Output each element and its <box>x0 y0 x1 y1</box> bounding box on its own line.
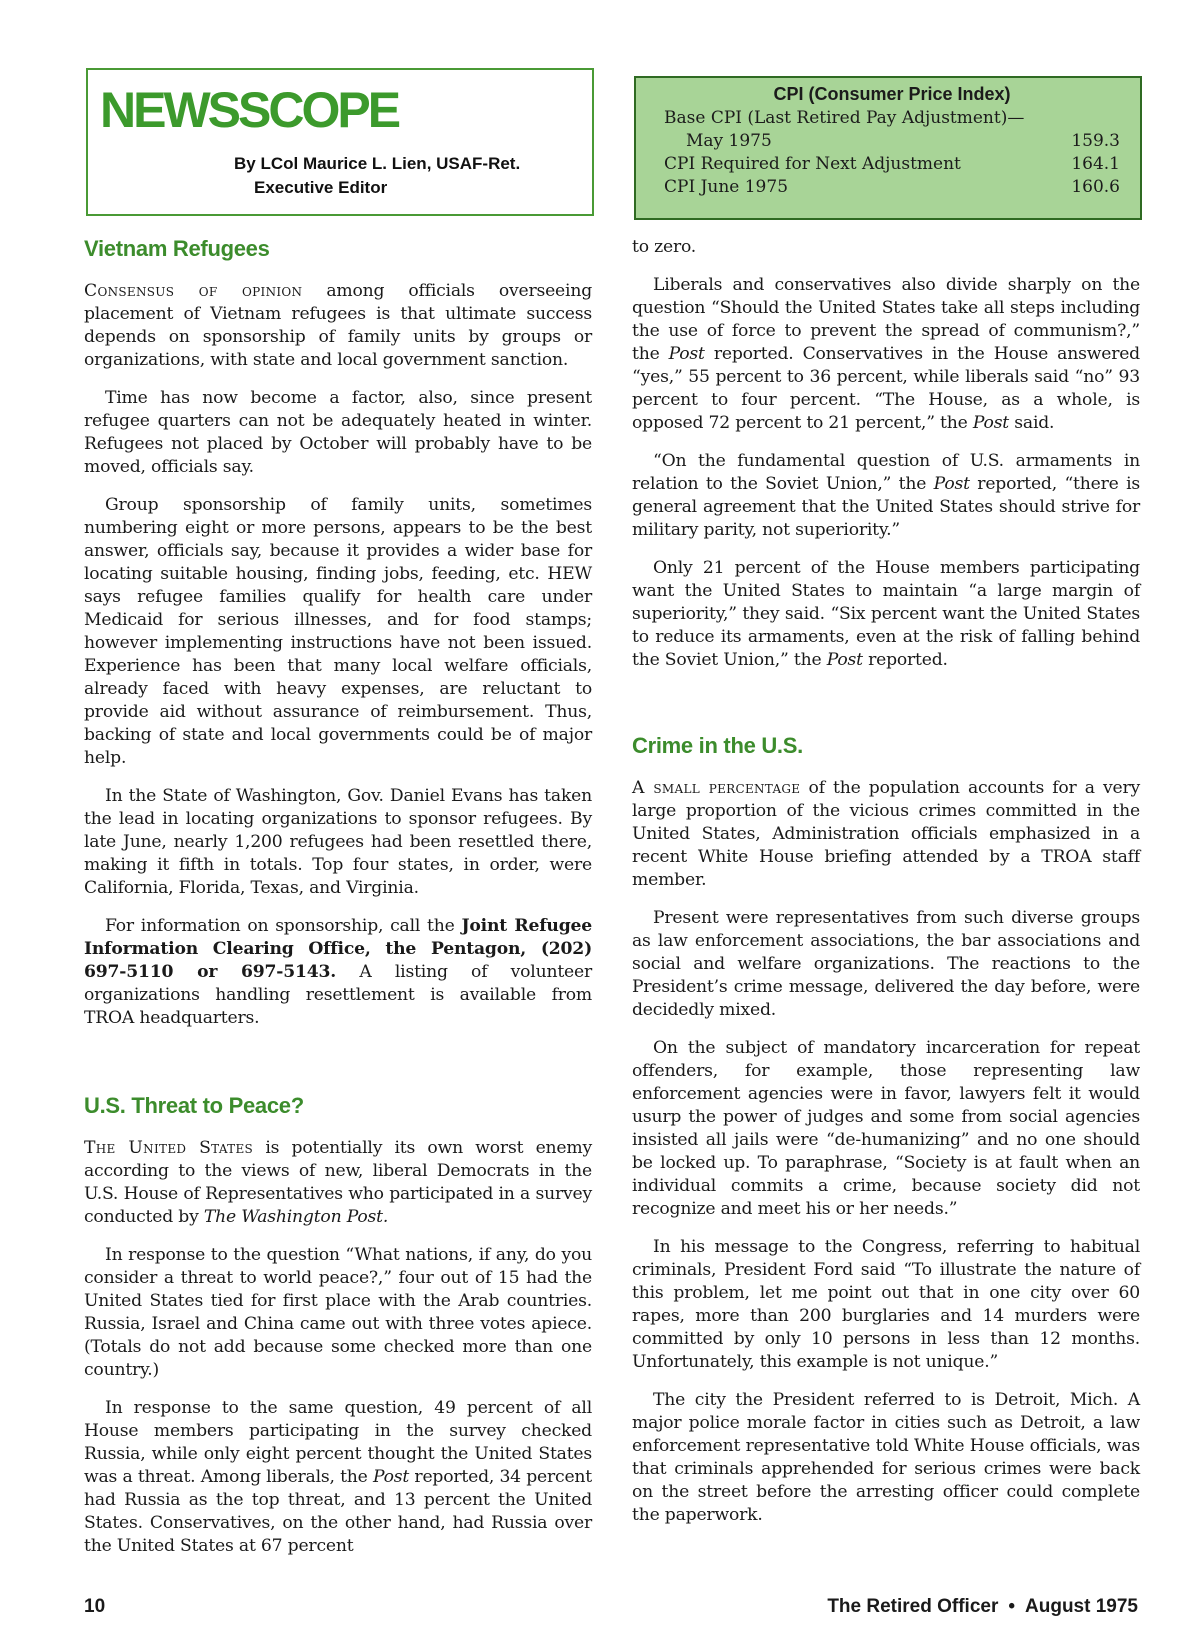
publication-footer <box>827 1596 1138 1618</box>
paragraph-text: said. <box>1009 413 1055 433</box>
cpi-value: 164.1 <box>1071 154 1120 174</box>
paragraph <box>84 280 592 372</box>
paragraph-text: In response to the same question, 49 percent of all House members participating in the survey checked Russia, while only eight percent thought the United States was a threat. Among liberals, the <box>84 1398 592 1487</box>
paragraph-text: “On the fundamental question of U.S. armaments in relation to the Soviet Union,” the <box>632 451 1140 494</box>
right-column <box>632 236 1140 1542</box>
byline-author: By LCol Maurice L. Lien, USAF-Ret. <box>234 154 521 173</box>
cpi-value: 160.6 <box>1071 177 1120 197</box>
paragraph-text: reported, “there is general agreement that the United States should strive for military parity, not superiority.” <box>632 474 1140 540</box>
cpi-row <box>664 107 1120 130</box>
paragraph <box>84 915 592 1030</box>
cpi-box <box>634 76 1142 220</box>
cpi-label: CPI June 1975 <box>664 177 789 197</box>
post-ref: Post <box>933 474 970 494</box>
paragraph: In the State of Washington, Gov. Daniel Evans has taken the lead in locating organizations to sponsor refugees. By late June, nearly 1,200 refugees had been resettled there, making it fifth in totals. Top four states, in order, were California, Florida, Texas, and Virginia. <box>84 786 592 898</box>
publication-title: The Retired Officer <box>827 1596 999 1617</box>
page-number: 10 <box>84 1596 106 1617</box>
byline-role: Executive Editor <box>254 178 388 197</box>
paragraph: The city the President referred to is Detroit, Mich. A major police morale factor in cities such as Detroit, a law enforcement representative told White House officials, was that criminals apprehended for serious crimes were back on the street before the arresting officer could complete the paperwork. <box>632 1390 1140 1525</box>
byline <box>234 152 564 200</box>
paragraph-text: is potentially its own worst enemy according to the views of new, liberal Democrats in the U.S. House of Representatives who participated in a survey conducted by <box>84 1138 592 1227</box>
cpi-label: CPI Required for Next Adjustment <box>664 154 961 174</box>
issue-date: August 1975 <box>1025 1596 1138 1617</box>
left-column <box>84 236 592 1573</box>
paragraph <box>632 450 1140 542</box>
cpi-row <box>664 153 1120 176</box>
contact-info: Joint Refugee Information Clearing Office, the Pentagon, (202) 697-5110 or 697-5143. <box>84 916 592 982</box>
post-ref: Post <box>668 344 705 364</box>
paragraph-text: For information on sponsorship, call the <box>105 916 462 936</box>
paragraph-text: reported. <box>862 650 948 670</box>
paragraph <box>632 777 1140 892</box>
paragraph: On the subject of mandatory incarceration for repeat offenders, for example, those representing law enforcement agencies were in favor, lawyers felt it would usurp the power of judges and some from social agencies insisted all jails were “de-humanizing” and no one should be locked up. To paraphrase, “Society is at fault when an individual commits a crime, because society did not recognize and meet his or her needs.” <box>632 1038 1140 1219</box>
newsscope-logo: NEWSSCOPE <box>100 82 399 138</box>
post-ref: Post <box>826 650 863 670</box>
bullet-separator: • <box>1008 1596 1016 1617</box>
section-heading-threat: U.S. Threat to Peace? <box>84 1093 304 1118</box>
paragraph <box>632 557 1140 672</box>
paragraph <box>84 1397 592 1558</box>
publication-name: The Washington Post. <box>203 1207 389 1227</box>
paragraph-text: Liberals and conservatives also divide sharply on the question “Should the United States take all steps including the use of force to prevent the spread of communism?,” the <box>632 275 1140 364</box>
paragraph-text: of the population accounts for a very large proportion of the vicious crimes committed in the United States, Administration officials emphasized in a recent White House briefing attended by a TROA staff member. <box>632 778 1140 890</box>
post-ref: Post <box>372 1467 410 1487</box>
paragraph-text: among officials overseeing placement of Vietnam refugees is that ultimate success depends on sponsorship of family units by groups or organizations, with state and local government sanction. <box>84 281 592 370</box>
paragraph: Group sponsorship of family units, sometimes numbering eight or more persons, appears to be the best answer, officials say, because it provides a wider base for locating suitable housing, finding jobs, feeding, etc. HEW says refugee families qualify for health care under Medicaid for serious illnesses, and for food stamps; however implementing instructions have not been issued. Experience has been that many local welfare officials, already faced with heavy expenses, are reluctant to provide aid without assurance of reimbursement. Thus, backing of state and local governments could be of major help. <box>84 495 592 768</box>
cpi-value: 159.3 <box>1071 131 1120 151</box>
section-heading-crime: Crime in the U.S. <box>632 733 803 758</box>
paragraph-text: reported, 34 percent had Russia as the top threat, and 13 percent the United States. Conservatives, on the other hand, had Russia over the United States at 67 percent <box>84 1467 592 1556</box>
paragraph <box>632 274 1140 435</box>
cpi-row <box>664 176 1120 199</box>
cpi-title: CPI (Consumer Price Index) <box>773 84 1011 104</box>
post-ref: Post <box>972 413 1010 433</box>
paragraph: Time has now become a factor, also, since present refugee quarters can not be adequately heated in winter. Refugees not placed by October will probably have to be moved, officials say. <box>84 388 592 477</box>
paragraph <box>84 1137 592 1229</box>
lead-in: The United States <box>84 1138 254 1158</box>
lead-in: A small percentage <box>632 778 801 798</box>
paragraph: In response to the question “What nations, if any, do you consider a threat to world peace?,” four out of 15 had the United States tied for first place with the Arab countries. Russia, Israel and China came out with three votes apiece. (Totals do not add because some checked more than one country.) <box>84 1245 592 1380</box>
paragraph-text: Only 21 percent of the House members participating want the United States to maintain “a large margin of superiority,” they said. “Six percent want the United States to reduce its armaments, even at the risk of falling behind the Soviet Union,” the <box>632 558 1140 670</box>
cpi-row <box>664 130 1120 153</box>
cpi-label: Base CPI (Last Retired Pay Adjustment)— <box>664 108 1025 128</box>
paragraph-continued: to zero. <box>632 237 697 257</box>
masthead-box <box>86 68 594 216</box>
paragraph: Present were representatives from such diverse groups as law enforcement associations, the bar associations and social and welfare organizations. The reactions to the President’s crime message, delivered the day before, were decidedly mixed. <box>632 908 1140 1020</box>
cpi-label: May 1975 <box>686 131 772 151</box>
lead-in: Consensus of opinion <box>84 281 303 301</box>
paragraph: In his message to the Congress, referring to habitual criminals, President Ford said “To illustrate the nature of this problem, let me point out that in one city over 60 rapes, more than 200 burglaries and 14 murders were committed by only 10 persons in less than 12 months. Unfortunately, this example is not unique.” <box>632 1237 1140 1372</box>
paragraph-text: reported. Conservatives in the House answered “yes,” 55 percent to 36 percent, while liberals said “no” 93 percent to four percent. “The House, as a whole, is opposed 72 percent to 21 percent,” the <box>632 344 1140 433</box>
section-heading-refugees: Vietnam Refugees <box>84 236 270 261</box>
paragraph-text: A listing of volunteer organizations handling resettlement is available from TROA headquarters. <box>84 962 593 1028</box>
